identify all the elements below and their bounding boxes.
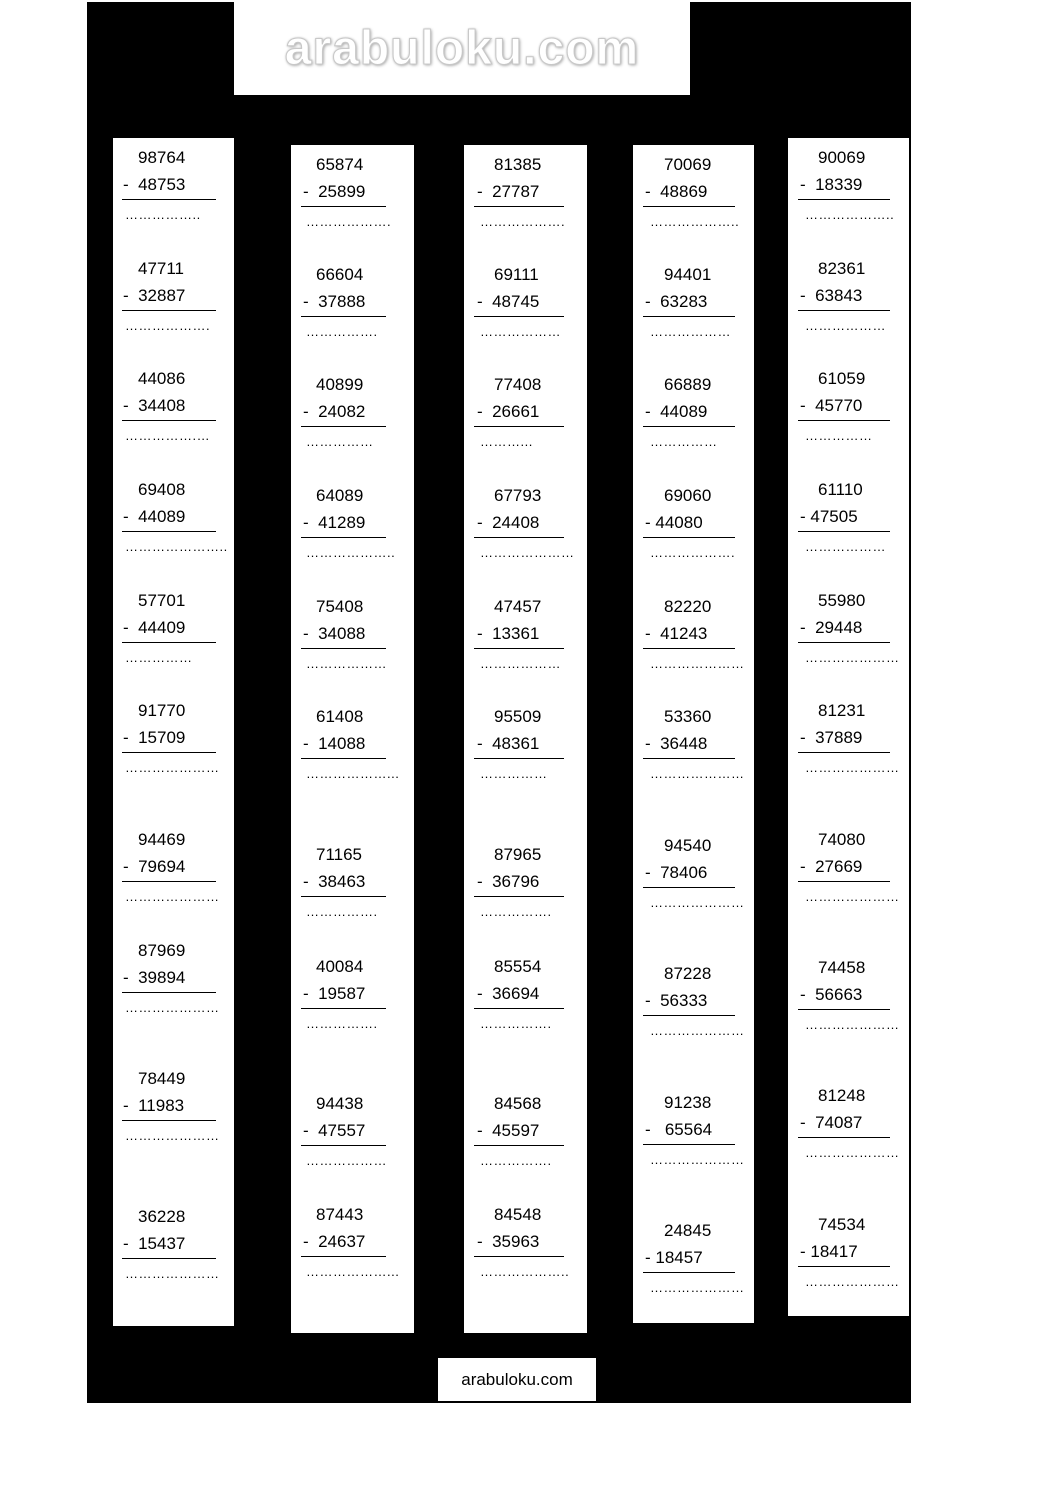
subtrahend: - 38463: [303, 872, 366, 891]
answer-line: [798, 1137, 890, 1138]
subtrahend: - 44409: [123, 618, 186, 637]
minuend: 40899: [316, 375, 364, 394]
answer-line: [474, 316, 564, 317]
subtrahend: - 26661: [477, 402, 540, 421]
answer-line: [798, 1266, 890, 1267]
subtrahend: - 27787: [477, 182, 540, 201]
answer-blank: ………...: [480, 434, 533, 449]
answer-blank: ……………..: [125, 207, 201, 222]
answer-line: [301, 426, 386, 427]
minuend: 74534: [818, 1215, 866, 1234]
answer-blank: …………………: [125, 1128, 220, 1143]
header-site-name: arabuloku.com: [284, 22, 640, 75]
subtrahend: - 15709: [123, 728, 186, 747]
answer-line: [301, 758, 386, 759]
minuend: 40084: [316, 957, 364, 976]
answer-line: [474, 426, 564, 427]
minuend: 77408: [494, 375, 542, 394]
answer-blank: …………………: [650, 656, 745, 671]
subtrahend: - 63283: [645, 292, 708, 311]
minuend: 81385: [494, 155, 542, 174]
answer-blank: ………………..: [306, 545, 396, 560]
answer-line: [474, 758, 564, 759]
answer-blank: …………………: [805, 1145, 900, 1160]
subtrahend: - 19587: [303, 984, 366, 1003]
answer-blank: …………….: [480, 1153, 552, 1168]
minuend: 69111: [494, 265, 539, 284]
subtrahend: - 24082: [303, 402, 366, 421]
answer-blank: …………………: [125, 1000, 220, 1015]
answer-blank: …………….: [480, 904, 552, 919]
subtrahend: - 63843: [800, 286, 863, 305]
answer-line: [643, 648, 735, 649]
minuend: 81248: [818, 1086, 866, 1105]
problem-column-2: [291, 145, 414, 1333]
answer-line: [798, 420, 890, 421]
answer-blank: …………………: [650, 1023, 745, 1038]
answer-line: [798, 642, 890, 643]
subtrahend: - 48745: [477, 292, 540, 311]
minuend: 47457: [494, 597, 542, 616]
subtrahend: - 18339: [800, 175, 863, 194]
answer-blank: …………………: [805, 650, 900, 665]
subtrahend: - 44080: [645, 513, 703, 532]
answer-blank: ………………: [650, 324, 731, 339]
footer-banner: [438, 1358, 596, 1401]
answer-blank: …………….: [480, 1016, 552, 1031]
subtrahend: - 47505: [800, 507, 858, 526]
problem-column-3: [464, 145, 587, 1333]
subtrahend: - 34088: [303, 624, 366, 643]
answer-blank: ………………: [306, 656, 387, 671]
minuend: 78449: [138, 1069, 186, 1088]
minuend: 61408: [316, 707, 364, 726]
answer-line: [122, 1120, 216, 1121]
subtrahend: - 45770: [800, 396, 863, 415]
answer-blank: ………………..: [650, 214, 740, 229]
minuend: 36228: [138, 1207, 186, 1226]
answer-line: [474, 1008, 564, 1009]
subtrahend: - 35963: [477, 1232, 540, 1251]
answer-line: [474, 206, 564, 207]
subtrahend: - 45597: [477, 1121, 540, 1140]
answer-blank: ………………...: [306, 766, 400, 781]
minuend: 47711: [138, 259, 185, 278]
answer-blank: ………………: [480, 656, 561, 671]
minuend: 87965: [494, 845, 542, 864]
minuend: 84568: [494, 1094, 542, 1113]
subtrahend: - 44089: [645, 402, 708, 421]
minuend: 94401: [664, 265, 712, 284]
minuend: 74458: [818, 958, 866, 977]
subtrahend: - 37888: [303, 292, 366, 311]
subtrahend: - 11983: [123, 1096, 185, 1115]
answer-line: [122, 199, 216, 200]
minuend: 64089: [316, 486, 364, 505]
answer-blank: ……………….: [306, 214, 392, 229]
minuend: 91238: [664, 1093, 712, 1112]
answer-line: [122, 992, 216, 993]
subtrahend: - 24637: [303, 1232, 366, 1251]
subtrahend: - 74087: [800, 1113, 863, 1132]
answer-line: [798, 1009, 890, 1010]
subtrahend: - 25899: [303, 182, 366, 201]
answer-blank: …………………: [805, 1274, 900, 1289]
answer-line: [301, 537, 386, 538]
subtrahend: - 24408: [477, 513, 540, 532]
minuend: 82361: [818, 259, 866, 278]
answer-line: [122, 642, 216, 643]
answer-blank: …………….…: [125, 428, 211, 443]
answer-line: [643, 316, 735, 317]
subtrahend: - 41289: [303, 513, 366, 532]
minuend: 87228: [664, 964, 712, 983]
minuend: 66889: [664, 375, 712, 394]
subtrahend: - 13361: [477, 624, 540, 643]
answer-blank: …………………: [805, 760, 900, 775]
problem-column-4: [633, 145, 754, 1323]
answer-line: [122, 420, 216, 421]
subtrahend: - 48753: [123, 175, 186, 194]
minuend: 85554: [494, 957, 542, 976]
answer-line: [643, 1015, 735, 1016]
answer-blank: ……………: [805, 428, 873, 443]
answer-blank: …………………: [125, 1266, 220, 1281]
answer-line: [798, 199, 890, 200]
minuend: 69060: [664, 486, 712, 505]
subtrahend: - 27669: [800, 857, 863, 876]
minuend: 53360: [664, 707, 712, 726]
problem-column-1: [113, 138, 234, 1326]
subtrahend: - 36694: [477, 984, 540, 1003]
answer-blank: ………………: [480, 324, 561, 339]
minuend: 91770: [138, 701, 186, 720]
header-banner: [234, 2, 690, 95]
answer-line: [474, 1256, 564, 1257]
answer-blank: ……………: [480, 766, 548, 781]
minuend: 82220: [664, 597, 712, 616]
answer-line: [643, 206, 735, 207]
minuend: 24845: [664, 1221, 712, 1240]
answer-line: [474, 896, 564, 897]
minuend: 87969: [138, 941, 186, 960]
answer-blank: ……………….: [125, 318, 211, 333]
answer-blank: …………………: [480, 545, 575, 560]
answer-blank: …………………: [650, 1280, 745, 1295]
answer-blank: …………………: [650, 1152, 745, 1167]
subtrahend: - 41243: [645, 624, 708, 643]
answer-blank: ………………: [306, 1153, 387, 1168]
subtrahend: - 39894: [123, 968, 186, 987]
answer-blank: ……………: [306, 434, 374, 449]
minuend: 94438: [316, 1094, 364, 1113]
subtrahend: - 18457: [645, 1248, 703, 1267]
answer-line: [301, 206, 386, 207]
answer-blank: …………………..: [125, 539, 228, 554]
subtrahend: - 37889: [800, 728, 863, 747]
minuend: 44086: [138, 369, 186, 388]
footer-site-name: arabuloku.com: [461, 1369, 573, 1389]
answer-blank: …………………: [125, 760, 220, 775]
answer-blank: ………………...: [306, 1264, 400, 1279]
answer-blank: ………………..: [480, 1264, 570, 1279]
answer-blank: ………………: [805, 539, 886, 554]
answer-line: [122, 881, 216, 882]
answer-line: [301, 648, 386, 649]
minuend: 67793: [494, 486, 542, 505]
answer-line: [301, 1008, 386, 1009]
subtrahend: - 36796: [477, 872, 540, 891]
minuend: 90069: [818, 148, 866, 167]
minuend: 66604: [316, 265, 364, 284]
answer-line: [643, 426, 735, 427]
answer-line: [798, 310, 890, 311]
answer-blank: ………………..: [805, 207, 895, 222]
minuend: 98764: [138, 148, 186, 167]
answer-line: [474, 648, 564, 649]
minuend: 65874: [316, 155, 364, 174]
minuend: 94540: [664, 836, 712, 855]
problem-column-5: [788, 138, 909, 1316]
minuend: 70069: [664, 155, 712, 174]
answer-blank: …………………: [805, 889, 900, 904]
minuend: 55980: [818, 591, 866, 610]
subtrahend: - 47557: [303, 1121, 366, 1140]
subtrahend: - 18417: [800, 1242, 858, 1261]
minuend: 75408: [316, 597, 364, 616]
subtrahend: - 78406: [645, 863, 708, 882]
answer-blank: ……………: [650, 434, 718, 449]
answer-line: [301, 896, 386, 897]
subtrahend: - 29448: [800, 618, 863, 637]
minuend: 74080: [818, 830, 866, 849]
answer-blank: …………………: [650, 766, 745, 781]
answer-line: [643, 887, 735, 888]
answer-line: [643, 758, 735, 759]
subtrahend: - 56663: [800, 985, 863, 1004]
answer-line: [122, 1258, 216, 1259]
answer-line: [798, 752, 890, 753]
answer-line: [301, 1145, 386, 1146]
answer-blank: ……………….: [650, 545, 736, 560]
minuend: 61110: [818, 480, 863, 499]
answer-line: [474, 1145, 564, 1146]
subtrahend: - 34408: [123, 396, 186, 415]
subtrahend: - 65564: [645, 1120, 713, 1139]
answer-blank: ……………: [125, 650, 193, 665]
subtrahend: - 32887: [123, 286, 186, 305]
subtrahend: - 48361: [477, 734, 540, 753]
minuend: 84548: [494, 1205, 542, 1224]
subtrahend: - 48869: [645, 182, 708, 201]
minuend: 71165: [316, 845, 363, 864]
answer-line: [643, 1272, 735, 1273]
answer-line: [122, 752, 216, 753]
subtrahend: - 44089: [123, 507, 186, 526]
subtrahend: - 36448: [645, 734, 708, 753]
answer-line: [798, 531, 890, 532]
answer-line: [122, 310, 216, 311]
answer-blank: …………………: [125, 889, 220, 904]
subtrahend: - 15437: [123, 1234, 186, 1253]
answer-blank: ………………: [805, 318, 886, 333]
subtrahend: - 14088: [303, 734, 366, 753]
answer-line: [122, 531, 216, 532]
answer-line: [474, 537, 564, 538]
minuend: 69408: [138, 480, 186, 499]
answer-line: [643, 537, 735, 538]
answer-line: [301, 1256, 386, 1257]
minuend: 61059: [818, 369, 866, 388]
answer-line: [798, 881, 890, 882]
minuend: 95509: [494, 707, 542, 726]
minuend: 94469: [138, 830, 186, 849]
answer-blank: ……………….: [480, 214, 566, 229]
minuend: 57701: [138, 591, 186, 610]
subtrahend: - 79694: [123, 857, 186, 876]
answer-line: [301, 316, 386, 317]
minuend: 81231: [818, 701, 866, 720]
answer-blank: …………………: [650, 895, 745, 910]
answer-blank: …………….: [306, 324, 378, 339]
answer-blank: …………….: [306, 1016, 378, 1031]
answer-blank: …………………: [805, 1017, 900, 1032]
answer-blank: …………….: [306, 904, 378, 919]
answer-line: [643, 1144, 735, 1145]
minuend: 87443: [316, 1205, 364, 1224]
subtrahend: - 56333: [645, 991, 708, 1010]
